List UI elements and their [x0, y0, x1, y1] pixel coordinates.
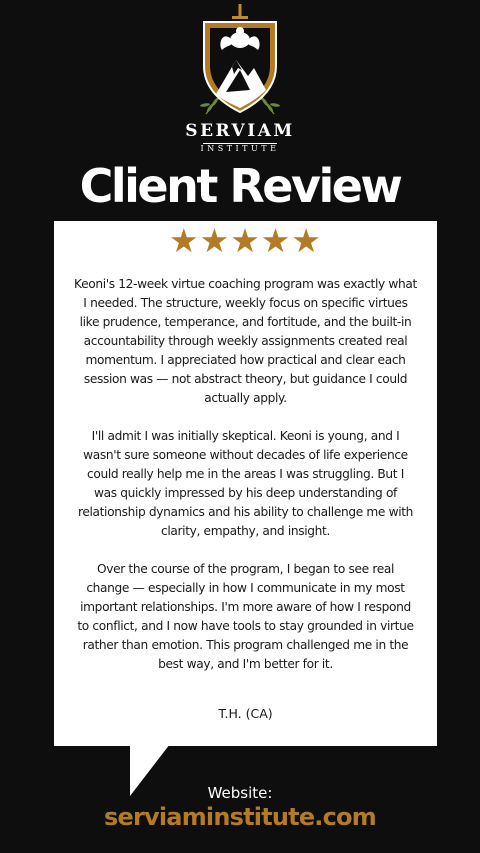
star-rating: ★★★★★	[169, 221, 322, 260]
serviam-crest-logo	[192, 4, 288, 116]
page-title: Client Review	[79, 159, 401, 213]
brand-subtitle: INSTITUTE	[200, 144, 280, 153]
review-paragraph: I'll admit I was initially skeptical. Keoni is young, and I wasn't sure someone without decades of life experience could really help me in the areas I was struggling. But I was quickly impressed by his deep understanding of relationship dynamics and his ability to challenge me with clarity, empathy, and insight.	[77, 429, 414, 538]
review-text	[74, 275, 417, 693]
review-paragraph: Keoni's 12-week virtue coaching program was exactly what I needed. The structure, weekly focus on specific virtues like prudence, temperance, and fortitude, and the built-in accountability through weekly assignments created real momentum. I appreciated how practical and clear each session was — not abstract theory, but guidance I could actually apply.	[74, 277, 417, 405]
brand-name: SERVIAM	[185, 121, 295, 141]
review-card	[54, 221, 437, 746]
review-author: T.H. (CA)	[218, 706, 273, 721]
website-label: Website:	[207, 784, 273, 802]
website-link[interactable]: serviaminstitute.com	[104, 803, 376, 831]
review-paragraph: Over the course of the program, I began to see real change — especially in how I communicate in my most important relationships. I'm more aware of how I respond to conflict, and I now have tools to stay grounded in virtue rather than emotion. This program challenged me in the best way, and I'm better for it.	[77, 562, 414, 671]
